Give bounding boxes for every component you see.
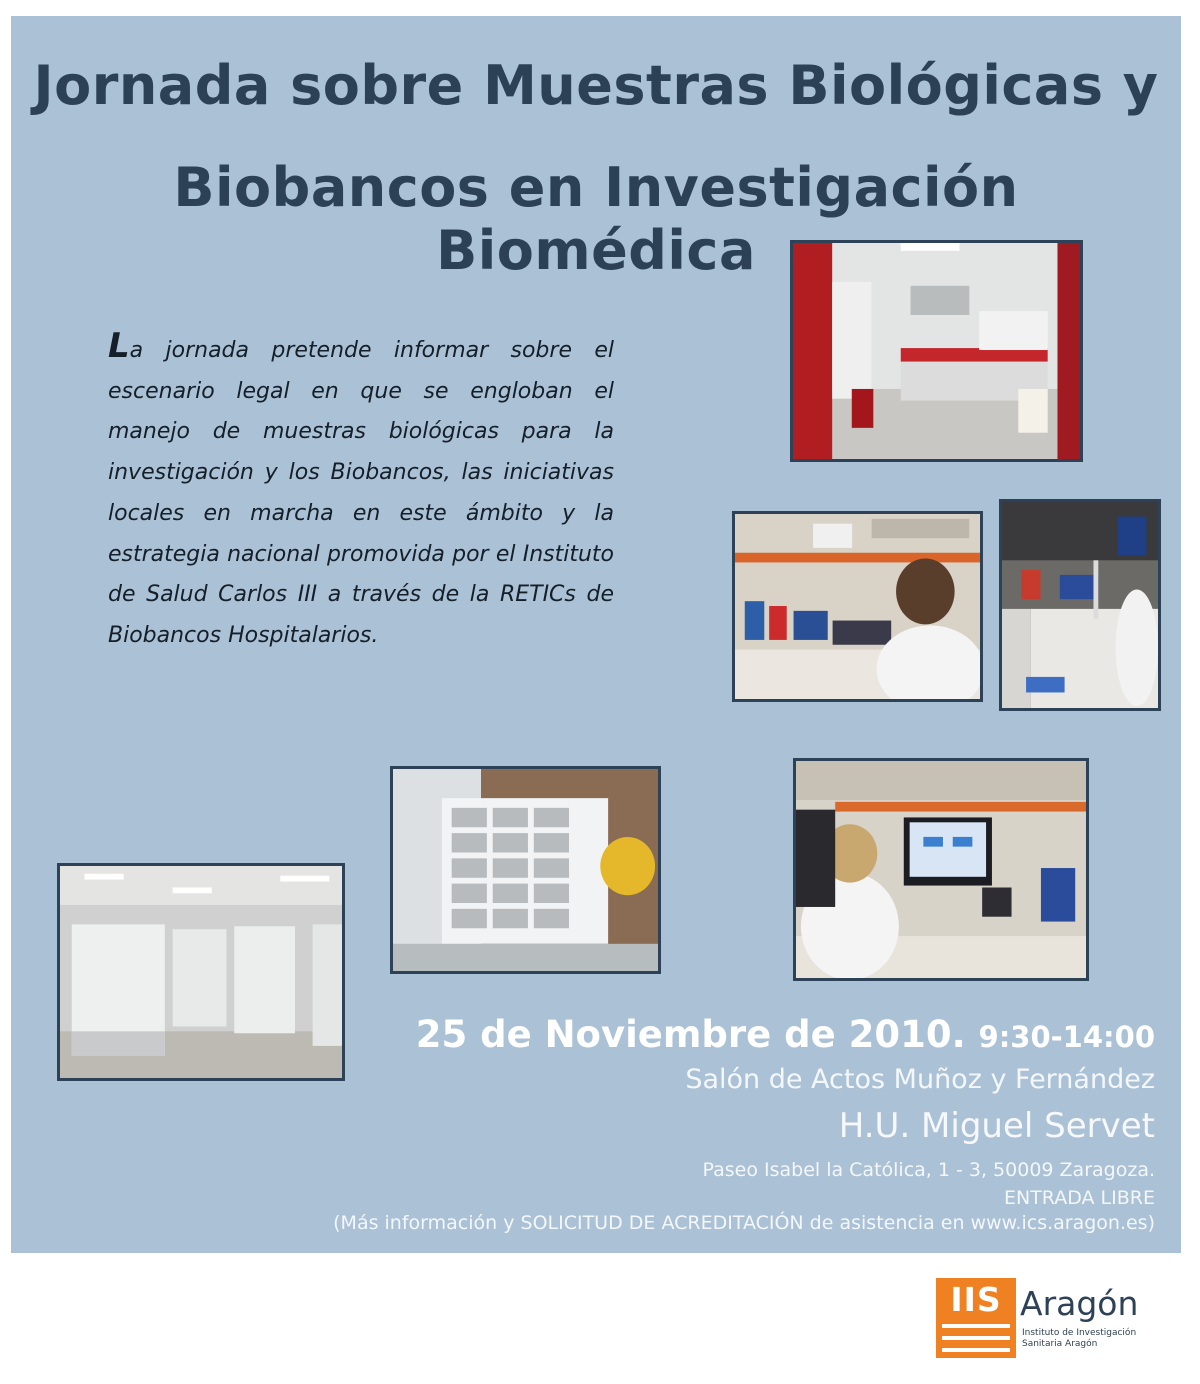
logo-subtitle-2: Sanitaria Aragón [1022,1339,1098,1349]
intro-paragraph [108,326,614,657]
logo-wave [942,1348,1010,1352]
logo-name: Aragón [1020,1284,1139,1323]
event-address: Paseo Isabel la Católica, 1 - 3, 50009 Zaragoza. [702,1159,1155,1181]
sample-rack-photo [390,766,661,974]
computer-workstation-photo [793,758,1089,981]
intro-text: a jornada pretende informar sobre el escenario legal en que se engloban el manejo de muestras biológicas para la investigación y los Biobancos, las iniciativas locales en marcha en este ámbito y la estrategia nacional promovida por el Instituto de Salud Carlos III a través de la RETICs de Biobancos Hospitalarios. [108,338,614,648]
event-date-text: 25 de Noviembre de 2010. [415,1013,966,1056]
poster [11,16,1181,1253]
intro-initial: L [108,326,130,366]
logo-wave [942,1324,1010,1328]
researcher-bench-photo [732,511,983,702]
lab-room-photo [790,240,1083,462]
logo-abbr: IIS [950,1280,1002,1319]
event-hospital: H.U. Miguel Servet [838,1106,1155,1146]
more-info-notice: (Más información y SOLICITUD DE ACREDITACIÓN de asistencia en www.ics.aragon.es) [333,1212,1155,1234]
event-date [416,1013,1155,1056]
logo-mark [936,1278,1016,1358]
poster-title-line-1: Jornada sobre Muestras Biológicas y [33,54,1159,117]
entry-notice: ENTRADA LIBRE [1003,1187,1155,1209]
logo-wave [942,1336,1010,1340]
event-venue: Salón de Actos Muñoz y Fernández [685,1064,1155,1095]
freezer-room-photo [57,863,345,1081]
logo-subtitle-1: Instituto de Investigación [1022,1328,1137,1338]
pipetting-photo [999,499,1161,711]
poster-title-line-2: Biobancos en Investigación Biomédica [173,156,1019,282]
event-time: 9:30-14:00 [978,1020,1155,1054]
iis-aragon-logo [936,1278,1151,1360]
